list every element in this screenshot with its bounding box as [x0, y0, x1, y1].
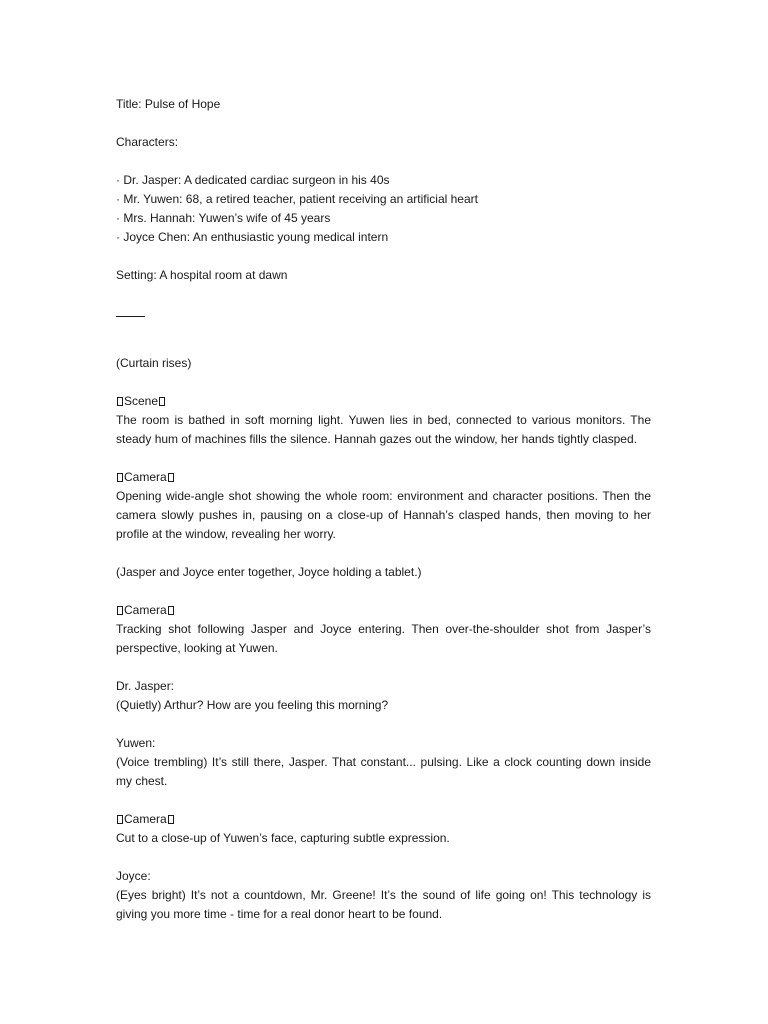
stage-direction: (Curtain rises): [116, 356, 192, 370]
camera-description: Tracking shot following Jasper and Joyce entering. Then over-the-shoulder shot from Jasper’s perspective, looking at Yuwen.: [116, 622, 651, 655]
bracket-close-glyph: [168, 606, 174, 615]
bracket-open-glyph: [117, 473, 123, 482]
dialogue-line: (Voice trembling) It’s still there, Jasper. That constant... pulsing. Like a clock counting down inside my chest.: [116, 755, 651, 788]
character-item: · Joyce Chen: An enthusiastic young medical intern: [116, 230, 389, 244]
characters-heading: Characters:: [116, 135, 179, 149]
bracket-close-glyph: [168, 473, 174, 482]
stage-direction: (Jasper and Joyce enter together, Joyce holding a tablet.): [116, 565, 422, 579]
bracket-open-glyph: [117, 606, 123, 615]
camera-heading: Camera: [116, 810, 651, 829]
character-item: · Dr. Jasper: A dedicated cardiac surgeon in his 40s: [116, 173, 390, 187]
speaker-name: Joyce:: [116, 869, 151, 883]
bracket-close-glyph: [168, 815, 174, 824]
speaker-name: Yuwen:: [116, 736, 156, 750]
bracket-open-glyph: [117, 397, 123, 406]
camera-heading: Camera: [116, 468, 651, 487]
dialogue-line: (Quietly) Arthur? How are you feeling this morning?: [116, 698, 389, 712]
scene-description: The room is bathed in soft morning light. Yuwen lies in bed, connected to various monitors. The steady hum of machines fills the silence. Hannah gazes out the window, her hands tightly clasped.: [116, 413, 651, 446]
dialogue-line: (Eyes bright) It’s not a countdown, Mr. Greene! It’s the sound of life going on! This technology is giving you more time - time for a real donor heart to be found.: [116, 888, 651, 921]
camera-heading: Camera: [116, 601, 651, 620]
section-divider: [116, 316, 651, 335]
camera-description: Cut to a close-up of Yuwen’s face, capturing subtle expression.: [116, 831, 450, 845]
setting-line: Setting: A hospital room at dawn: [116, 268, 288, 282]
speaker-name: Dr. Jasper:: [116, 679, 175, 693]
character-item: · Mrs. Hannah: Yuwen’s wife of 45 years: [116, 211, 331, 225]
character-item: · Mr. Yuwen: 68, a retired teacher, patient receiving an artificial heart: [116, 192, 478, 206]
camera-description: Opening wide-angle shot showing the whole room: environment and character positions. Then the camera slowly pushes in, pausing on a close-up of Hannah’s clasped hands, then moving to her profile at the window, revealing her worry.: [116, 489, 651, 541]
bracket-close-glyph: [159, 397, 165, 406]
script-body: [116, 95, 651, 924]
bracket-open-glyph: [117, 815, 123, 824]
script-title: Title: Pulse of Hope: [116, 97, 221, 111]
scene-heading: Scene: [116, 392, 651, 411]
